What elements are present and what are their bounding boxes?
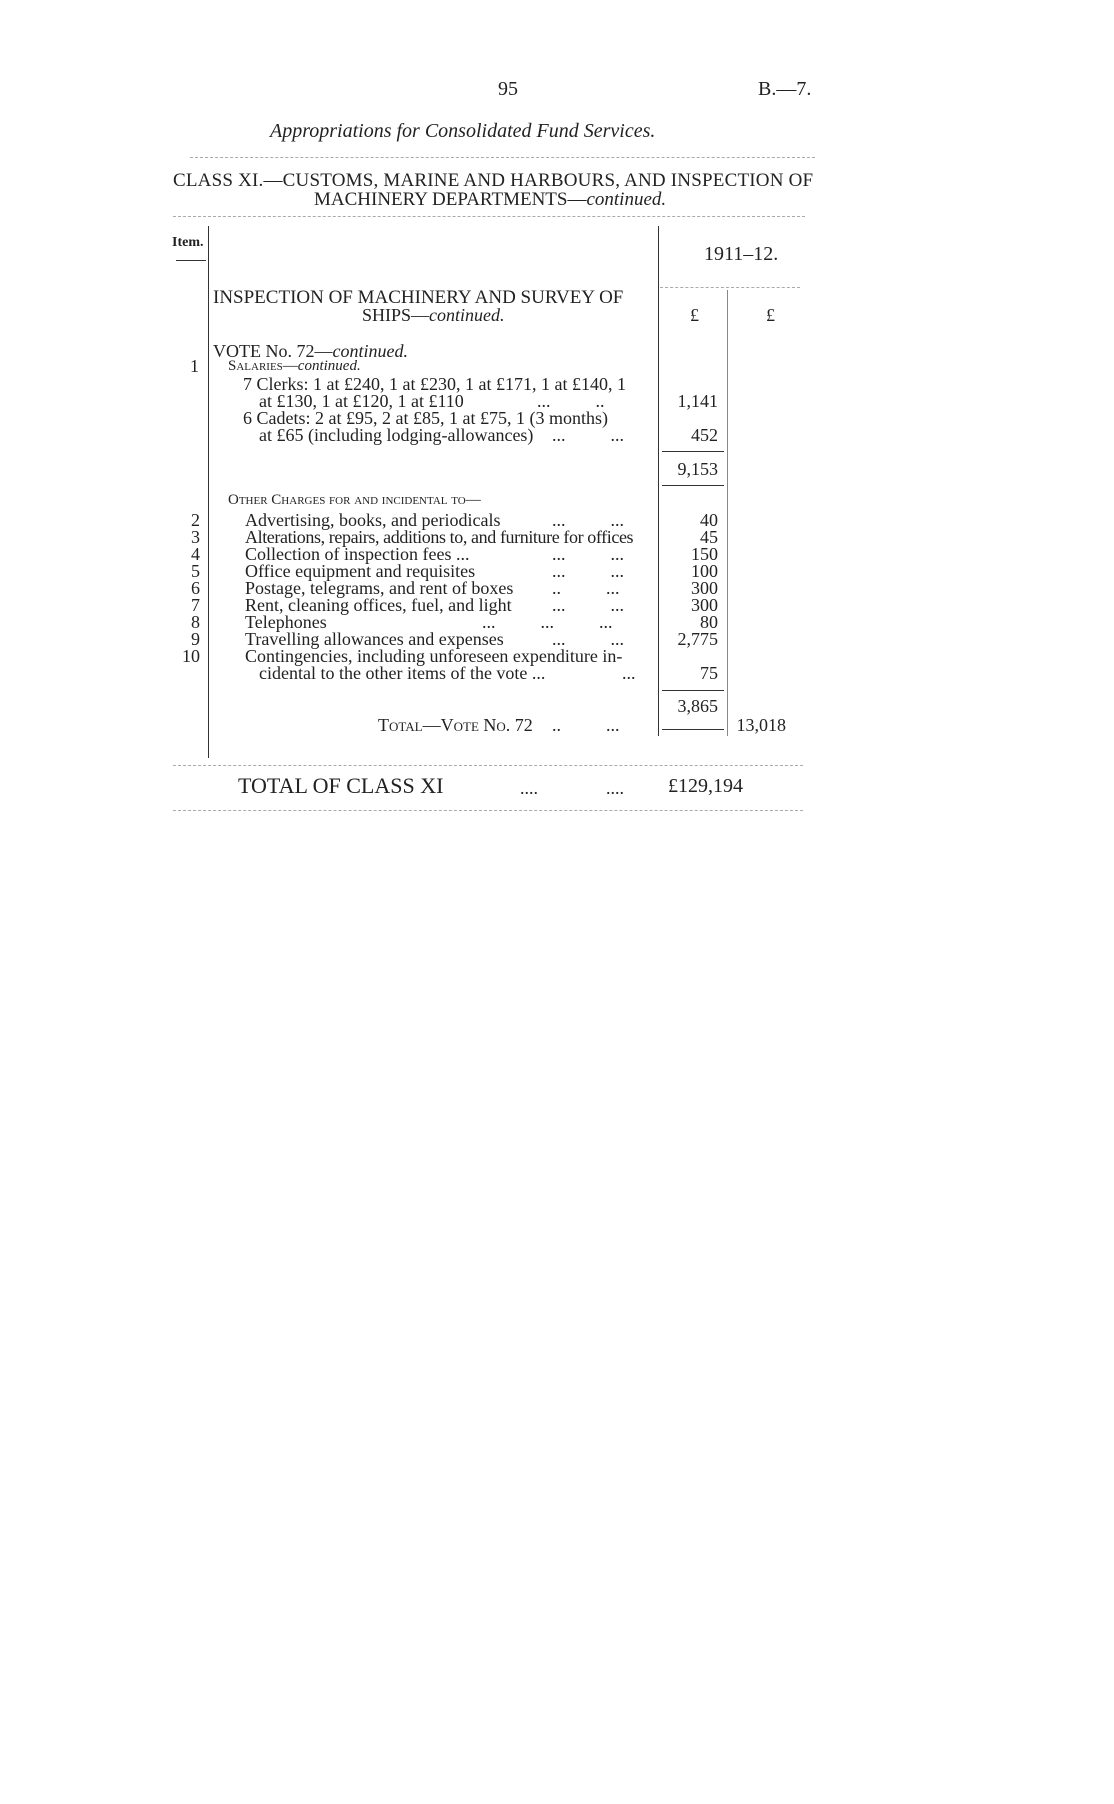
clerks-line1: 7 Clerks: 1 at £240, 1 at £230, 1 at £171, 1 at £140, 1 — [243, 374, 626, 394]
item-number: 6 — [191, 578, 200, 598]
charge-description: Rent, cleaning offices, fuel, and light — [245, 595, 512, 615]
cadets-leader-dots: ... ... — [552, 425, 624, 445]
leader-dots: ... ... — [552, 510, 624, 530]
other-charges-subtotal-rule — [662, 729, 724, 730]
amount-column-divider-right — [727, 290, 728, 736]
salaries-sum-rule — [662, 451, 724, 452]
vote-heading-italic: continued. — [332, 341, 408, 361]
charge-amount: 75 — [700, 663, 718, 683]
header-rule — [190, 157, 815, 158]
charge-amount: 40 — [700, 510, 718, 530]
charge-amount: 45 — [700, 527, 718, 547]
salaries-heading — [228, 358, 361, 375]
class-total-bottom-rule — [173, 810, 803, 811]
section-heading-line2-main: SHIPS— — [362, 305, 430, 325]
item-number: 7 — [191, 595, 200, 615]
charge-amount: 300 — [691, 578, 718, 598]
item-column-header: Item. — [172, 235, 204, 250]
cadets-line1: 6 Cadets: 2 at £95, 2 at £85, 1 at £75, 1 (3 months) — [243, 408, 608, 428]
class-heading-line2 — [314, 189, 666, 211]
item-column-divider — [208, 226, 209, 758]
cadets-amount: 452 — [691, 425, 718, 445]
charge-amount: 80 — [700, 612, 718, 632]
item-number: 5 — [191, 561, 200, 581]
class-heading-rule — [173, 216, 805, 217]
section-heading-line2-italic: continued. — [429, 305, 505, 325]
salaries-heading-main: Salaries— — [228, 358, 298, 374]
item-number: 4 — [191, 544, 200, 564]
amount-column-divider-left — [658, 226, 659, 736]
class-total-dots-1: .... — [520, 778, 538, 798]
clerks-amount: 1,141 — [677, 391, 718, 411]
pound-sign-right: £ — [766, 305, 775, 325]
document-reference: B.—7. — [758, 78, 812, 100]
class-total-dots-2: .... — [606, 778, 624, 798]
year-underline — [660, 287, 800, 288]
section-heading-line1: INSPECTION OF MACHINERY AND SURVEY OF — [213, 287, 624, 308]
charge-description-line1: Contingencies, including unforeseen expenditure in- — [245, 646, 623, 666]
item-number: 8 — [191, 612, 200, 632]
vote-total-amount: 13,018 — [736, 715, 786, 735]
vote-heading-main: VOTE No. 72— — [213, 341, 333, 361]
other-charges-heading: Other Charges for and incidental to— — [228, 492, 481, 508]
salaries-subtotal-rule — [662, 485, 724, 486]
clerks-leader-dots: ... .. — [537, 391, 605, 411]
item-number: 9 — [191, 629, 200, 649]
vote-total-label: Total—Vote No. 72 — [378, 715, 533, 735]
class-heading-line2-italic: continued. — [586, 189, 667, 210]
leader-dots: ... — [622, 663, 636, 683]
leader-dots: ... ... — [552, 595, 624, 615]
leader-dots: ... ... — [552, 544, 624, 564]
page-number: 95 — [498, 78, 518, 100]
year-header: 1911–12. — [704, 243, 779, 265]
class-total-amount: £129,194 — [668, 775, 743, 797]
leader-dots: ... ... — [552, 629, 624, 649]
charge-amount: 100 — [691, 561, 718, 581]
class-heading-line2-main: MACHINERY DEPARTMENTS— — [314, 189, 587, 210]
class-total-top-rule — [173, 765, 803, 766]
leader-dots: ... ... — [552, 561, 624, 581]
charge-description-line2: cidental to the other items of the vote ... — [259, 663, 546, 683]
item-number: 3 — [191, 527, 200, 547]
item-number: 10 — [182, 646, 200, 666]
charge-amount: 300 — [691, 595, 718, 615]
charge-description: Advertising, books, and periodicals — [245, 510, 501, 530]
charge-description: Alterations, repairs, additions to, and furniture for offices — [245, 527, 634, 547]
pound-sign-left: £ — [690, 305, 699, 325]
running-title: Appropriations for Consolidated Fund Services. — [270, 120, 656, 142]
item-header-underline — [176, 260, 206, 261]
other-charges-sum-rule — [662, 690, 724, 691]
class-total-label: TOTAL OF CLASS XI — [238, 773, 444, 798]
leader-dots: .. ... — [552, 578, 620, 598]
class-heading-line1: CLASS XI.—CUSTOMS, MARINE AND HARBOURS, AND INSPECTION OF — [173, 170, 814, 191]
salaries-heading-italic: continued. — [297, 358, 361, 374]
item-number-1: 1 — [190, 356, 199, 376]
item-number: 2 — [191, 510, 200, 530]
cadets-line2: at £65 (including lodging-allowances) — [259, 425, 534, 445]
charge-description: Office equipment and requisites — [245, 561, 476, 581]
charge-description: Postage, telegrams, and rent of boxes — [245, 578, 514, 598]
leader-dots: ... ... ... — [482, 612, 613, 632]
other-charges-subtotal: 3,865 — [677, 696, 718, 716]
section-heading-line2 — [362, 305, 505, 326]
charge-description: Travelling allowances and expenses — [245, 629, 504, 649]
charge-amount: 150 — [691, 544, 718, 564]
salaries-subtotal: 9,153 — [677, 459, 718, 479]
charge-description: Collection of inspection fees ... — [245, 544, 470, 564]
clerks-line2: at £130, 1 at £120, 1 at £110 — [259, 391, 464, 411]
charge-amount: 2,775 — [677, 629, 718, 649]
vote-total-dots: .. ... — [552, 715, 620, 735]
charge-description: Telephones — [245, 612, 327, 632]
